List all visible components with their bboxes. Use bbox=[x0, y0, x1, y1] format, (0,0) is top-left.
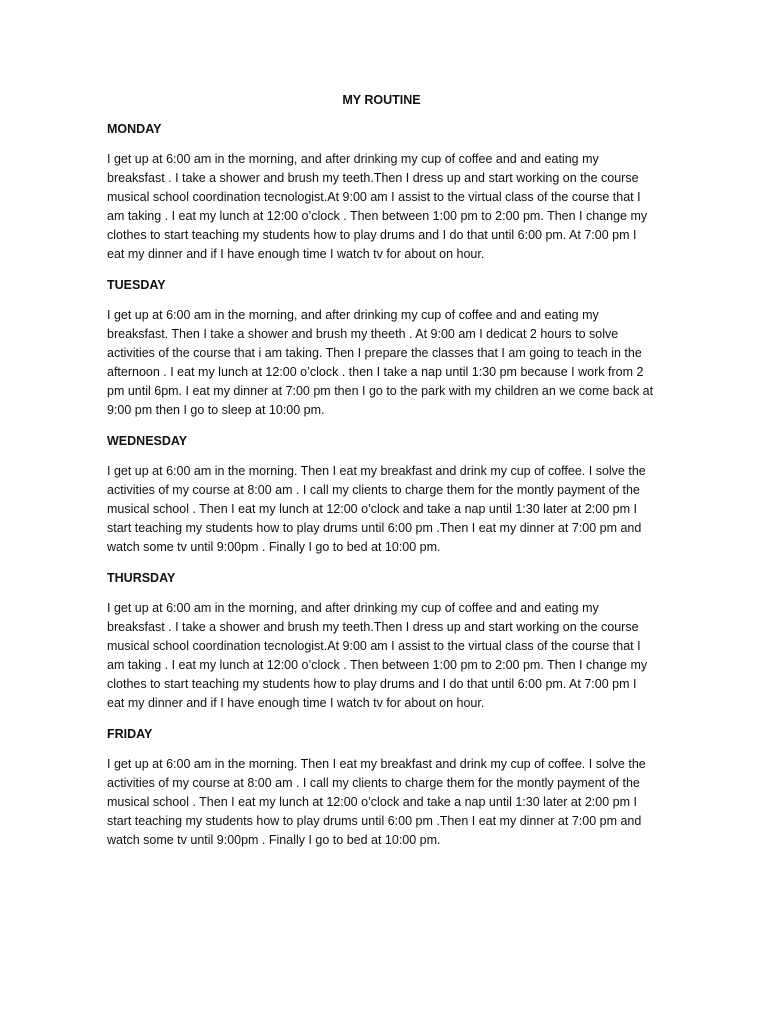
section-monday bbox=[107, 121, 656, 264]
day-heading: WEDNESDAY bbox=[107, 434, 188, 448]
day-paragraph: I get up at 6:00 am in the morning. Then I eat my breakfast and drink my cup of coffee. I solve the activities of my course at 8:00 am . I call my clients to charge them for the montly payment of the musical school . Then I eat my lunch at 12:00 o’clock and take a nap until 1:30 later at 2:00 pm I start teaching my students how to play drums until 6:00 pm .Then I eat my dinner at 7:00 pm and watch some tv until 9:00pm . Finally I go to bed at 10:00 pm. bbox=[107, 464, 646, 554]
document-title: MY ROUTINE bbox=[342, 93, 421, 107]
section-friday bbox=[107, 726, 656, 850]
section-thursday bbox=[107, 570, 656, 713]
day-paragraph: I get up at 6:00 am in the morning, and after drinking my cup of coffee and and eating my breaksfast . I take a shower and brush my teeth.Then I dress up and start working on the course musical school coordination tecnologist.At 9:00 am I assist to the virtual class of the course that I am taking . I eat my lunch at 12:00 o’clock . Then between 1:00 pm to 2:00 pm. Then I change my clothes to start teaching my students how to play drums and I do that until 6:00 pm. At 7:00 pm I eat my dinner and if I have enough time I watch tv for about on hour. bbox=[107, 601, 648, 710]
day-paragraph: I get up at 6:00 am in the morning, and after drinking my cup of coffee and and eating my breaksfast . I take a shower and brush my teeth.Then I dress up and start working on the course musical school coordination tecnologist.At 9:00 am I assist to the virtual class of the course that I am taking . I eat my lunch at 12:00 o’clock . Then between 1:00 pm to 2:00 pm. Then I change my clothes to start teaching my students how to play drums and I do that until 6:00 pm. At 7:00 pm I eat my dinner and if I have enough time I watch tv for about on hour. bbox=[107, 152, 648, 261]
section-wednesday bbox=[107, 433, 656, 557]
day-paragraph: I get up at 6:00 am in the morning, and after drinking my cup of coffee and and eating my breaksfast. Then I take a shower and brush my theeth . At 9:00 am I dedicat 2 hours to solve activities of the course that i am taking. Then I prepare the classes that I am going to teach in the afternoon . I eat my lunch at 12:00 o’clock . then I take a nap until 1:30 pm because I work from 2 pm until 6pm. I eat my dinner at 7:00 pm then I go to the park with my children an we come back at 9:00 pm then I go to sleep at 10:00 pm. bbox=[107, 308, 654, 417]
day-heading: TUESDAY bbox=[107, 278, 166, 292]
day-heading: FRIDAY bbox=[107, 727, 153, 741]
day-heading: THURSDAY bbox=[107, 571, 176, 585]
day-heading: MONDAY bbox=[107, 122, 162, 136]
section-tuesday bbox=[107, 277, 656, 420]
day-paragraph: I get up at 6:00 am in the morning. Then I eat my breakfast and drink my cup of coffee. I solve the activities of my course at 8:00 am . I call my clients to charge them for the montly payment of the musical school . Then I eat my lunch at 12:00 o’clock and take a nap until 1:30 later at 2:00 pm I start teaching my students how to play drums until 6:00 pm .Then I eat my dinner at 7:00 pm and watch some tv until 9:00pm . Finally I go to bed at 10:00 pm. bbox=[107, 757, 646, 847]
